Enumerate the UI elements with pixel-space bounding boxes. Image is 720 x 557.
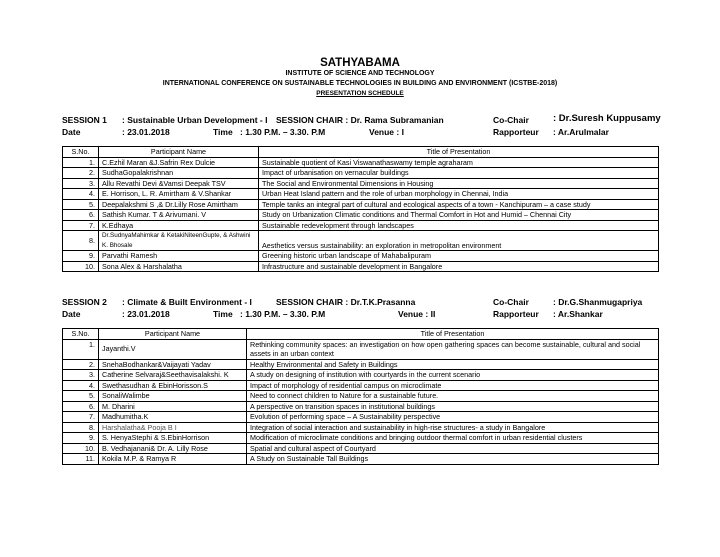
row-sno: 5. bbox=[63, 199, 99, 210]
session2-venue: Venue : II bbox=[398, 309, 436, 319]
row-participant: Catherine Selvaraj&Seethavisalakshi. K bbox=[99, 370, 247, 381]
row-participant: Parvathi Ramesh bbox=[99, 251, 259, 262]
session1-cochair: : Dr.Suresh Kuppusamy bbox=[553, 113, 661, 124]
session2-cochair-label: Co-Chair bbox=[493, 297, 529, 307]
row-participant: E. Horrison, L. R. Amirtham & V.Shankar bbox=[99, 189, 259, 200]
session2-date-label: Date bbox=[62, 309, 81, 319]
row-title: Temple tanks an integral part of cultural and ecological aspects of a town - Kanchipuram – a case study bbox=[259, 199, 659, 210]
table-row bbox=[63, 370, 659, 381]
row-sno: 1. bbox=[63, 157, 99, 168]
table-row bbox=[63, 433, 659, 444]
session1-date-label: Date bbox=[62, 127, 81, 137]
session1-chair: SESSION CHAIR : Dr. Rama Subramanian bbox=[276, 115, 444, 125]
row-sno: 7. bbox=[63, 412, 99, 423]
row-sno: 6. bbox=[63, 210, 99, 221]
row-title: Evolution of performing space – A Sustainability perspective bbox=[247, 412, 659, 423]
row-sno: 4. bbox=[63, 189, 99, 200]
table-row bbox=[63, 168, 659, 179]
row-participant: B. Vedhajanani& Dr. A. Lilly Rose bbox=[99, 443, 247, 454]
row-title: Healthy Environmental and Safety in Buildings bbox=[247, 359, 659, 370]
row-title: Aesthetics versus sustainability: an exploration in metropolitan environment bbox=[259, 231, 659, 251]
table-row bbox=[63, 339, 659, 359]
table-row bbox=[63, 220, 659, 231]
row-title: Urban Heat Island pattern and the role of urban morphology in Chennai, India bbox=[259, 189, 659, 200]
row-participant: SudhaGopalakrishnan bbox=[99, 168, 259, 179]
row-title: Modification of microclimate conditions and bringing outdoor thermal comfort in urban residential clusters bbox=[247, 433, 659, 444]
row-sno: 5. bbox=[63, 391, 99, 402]
session1-rapporteur-label: Rapporteur bbox=[493, 127, 539, 137]
session2-label: SESSION 2 bbox=[62, 297, 107, 307]
row-participant: Harshalatha& Pooja B I bbox=[99, 422, 247, 433]
row-participant: Dr.SudnyaMahimkar & KetakiNiteenGupte, & Ashwini K. Bhosale bbox=[99, 231, 259, 251]
row-title: Greening historic urban landscape of Mahabalipuram bbox=[259, 251, 659, 262]
col-header-sno: S.No. bbox=[63, 329, 99, 340]
session2-cochair: : Dr.G.Shanmugapriya bbox=[553, 297, 643, 307]
table-row bbox=[63, 401, 659, 412]
session1-table bbox=[62, 146, 659, 272]
row-participant: Deepalakshmi S ,& Dr.Lilly Rose Amirtham bbox=[99, 199, 259, 210]
col-header-participant: Participant Name bbox=[99, 329, 247, 340]
table-row bbox=[63, 251, 659, 262]
conference-title: INTERNATIONAL CONFERENCE ON SUSTAINABLE TECHNOLOGIES IN BUILDING AND ENVIRONMENT (ICSTBE-2018) bbox=[162, 80, 558, 87]
row-participant: Madhumitha.K bbox=[99, 412, 247, 423]
row-participant: Kokila M.P. & Ramya R bbox=[99, 454, 247, 465]
row-title: Infrastructure and sustainable development in Bangalore bbox=[259, 261, 659, 272]
session2-rapporteur: : Ar.Shankar bbox=[553, 309, 603, 319]
table-row bbox=[63, 178, 659, 189]
table-row bbox=[63, 443, 659, 454]
session1-theme: : Sustainable Urban Development - I bbox=[122, 115, 268, 125]
session2-time: : 1.30 P.M. – 3.30. P.M bbox=[240, 309, 326, 319]
row-sno: 2. bbox=[63, 359, 99, 370]
table-row bbox=[63, 454, 659, 465]
row-participant: K.Edhaya bbox=[99, 220, 259, 231]
row-title: A study on designing of institution with courtyards in the current scenario bbox=[247, 370, 659, 381]
row-participant: SonaliWalimbe bbox=[99, 391, 247, 402]
table-row bbox=[63, 199, 659, 210]
row-participant: Jayanthi.V bbox=[99, 339, 247, 359]
row-title: Integration of social interaction and sustainability in high-rise structures- a study in Bangalore bbox=[247, 422, 659, 433]
session1-time-label: Time bbox=[213, 127, 233, 137]
row-title: A Study on Sustainable Tall Buildings bbox=[247, 454, 659, 465]
table-row bbox=[63, 412, 659, 423]
table-row bbox=[63, 422, 659, 433]
session2-date: : 23.01.2018 bbox=[122, 309, 170, 319]
col-header-title: Title of Presentation bbox=[247, 329, 659, 340]
row-title: Spatial and cultural aspect of Courtyard bbox=[247, 443, 659, 454]
session2-theme: : Climate & Built Environment - I bbox=[122, 297, 252, 307]
row-sno: 2. bbox=[63, 168, 99, 179]
table-row bbox=[63, 231, 659, 251]
row-sno: 9. bbox=[63, 433, 99, 444]
session1-time: : 1.30 P.M. – 3.30. P.M bbox=[240, 127, 326, 137]
col-header-participant: Participant Name bbox=[99, 147, 259, 158]
row-title: Rethinking community spaces: an investigation on how open gathering spaces can become sustainable, cultural and social assets in an urban context bbox=[247, 339, 659, 359]
row-participant: Allu Revathi Devi &Vamsi Deepak TSV bbox=[99, 178, 259, 189]
row-title: Impact of morphology of residential campus on microclimate bbox=[247, 380, 659, 391]
table-row bbox=[63, 261, 659, 272]
session1-rapporteur: : Ar.Arulmalar bbox=[553, 127, 609, 137]
row-participant: M. Dharini bbox=[99, 401, 247, 412]
row-participant: C.Ezhil Maran &J.Safrin Rex Dulcie bbox=[99, 157, 259, 168]
row-sno: 3. bbox=[63, 370, 99, 381]
row-sno: 4. bbox=[63, 380, 99, 391]
row-sno: 3. bbox=[63, 178, 99, 189]
session1-cochair-label: Co-Chair bbox=[493, 115, 529, 125]
table-row bbox=[63, 210, 659, 221]
session1-date: : 23.01.2018 bbox=[122, 127, 170, 137]
institution-subtitle: INSTITUTE OF SCIENCE AND TECHNOLOGY bbox=[285, 70, 435, 77]
row-sno: 9. bbox=[63, 251, 99, 262]
row-title: Study on Urbanization Climatic conditions and Thermal Comfort in Hot and Humid – Chennai City bbox=[259, 210, 659, 221]
row-participant: Sathish Kumar. T & Arivumani. V bbox=[99, 210, 259, 221]
table-row bbox=[63, 380, 659, 391]
table-row bbox=[63, 189, 659, 200]
row-title: The Social and Environmental Dimensions in Housing bbox=[259, 178, 659, 189]
row-sno: 7. bbox=[63, 220, 99, 231]
row-participant: Swethasudhan & EbinHorisson.S bbox=[99, 380, 247, 391]
row-sno: 10. bbox=[63, 443, 99, 454]
row-title: Impact of urbanisation on vernacular buildings bbox=[259, 168, 659, 179]
table-row bbox=[63, 359, 659, 370]
session2-chair: SESSION CHAIR : Dr.T.K.Prasanna bbox=[276, 297, 416, 307]
row-sno: 8. bbox=[63, 231, 99, 251]
session1-label: SESSION 1 bbox=[62, 115, 107, 125]
row-participant: Sona Alex & Harshalatha bbox=[99, 261, 259, 272]
schedule-heading: PRESENTATION SCHEDULE bbox=[316, 90, 404, 97]
row-sno: 11. bbox=[63, 454, 99, 465]
table-header-row bbox=[63, 329, 659, 340]
row-title: Need to connect children to Nature for a sustainable future. bbox=[247, 391, 659, 402]
row-sno: 6. bbox=[63, 401, 99, 412]
row-title: Sustainable quotient of Kasi Viswanathaswamy temple agraharam bbox=[259, 157, 659, 168]
session1-venue: Venue : I bbox=[369, 127, 404, 137]
institution-title: SATHYABAMA bbox=[320, 57, 400, 69]
row-sno: 1. bbox=[63, 339, 99, 359]
session2-table bbox=[62, 328, 659, 465]
table-header-row bbox=[63, 147, 659, 158]
table-row bbox=[63, 391, 659, 402]
col-header-title: Title of Presentation bbox=[259, 147, 659, 158]
row-title: Sustainable redevelopment through landscapes bbox=[259, 220, 659, 231]
row-participant: SnehaBodhankar&Vaijayati Yadav bbox=[99, 359, 247, 370]
row-sno: 10. bbox=[63, 261, 99, 272]
session2-time-label: Time bbox=[213, 309, 233, 319]
table-row bbox=[63, 157, 659, 168]
session2-rapporteur-label: Rapporteur bbox=[493, 309, 539, 319]
row-participant: S. HenyaStephi & S.EbinHorrison bbox=[99, 433, 247, 444]
col-header-sno: S.No. bbox=[63, 147, 99, 158]
row-title: A perspective on transition spaces in institutional buildings bbox=[247, 401, 659, 412]
row-sno: 8. bbox=[63, 422, 99, 433]
